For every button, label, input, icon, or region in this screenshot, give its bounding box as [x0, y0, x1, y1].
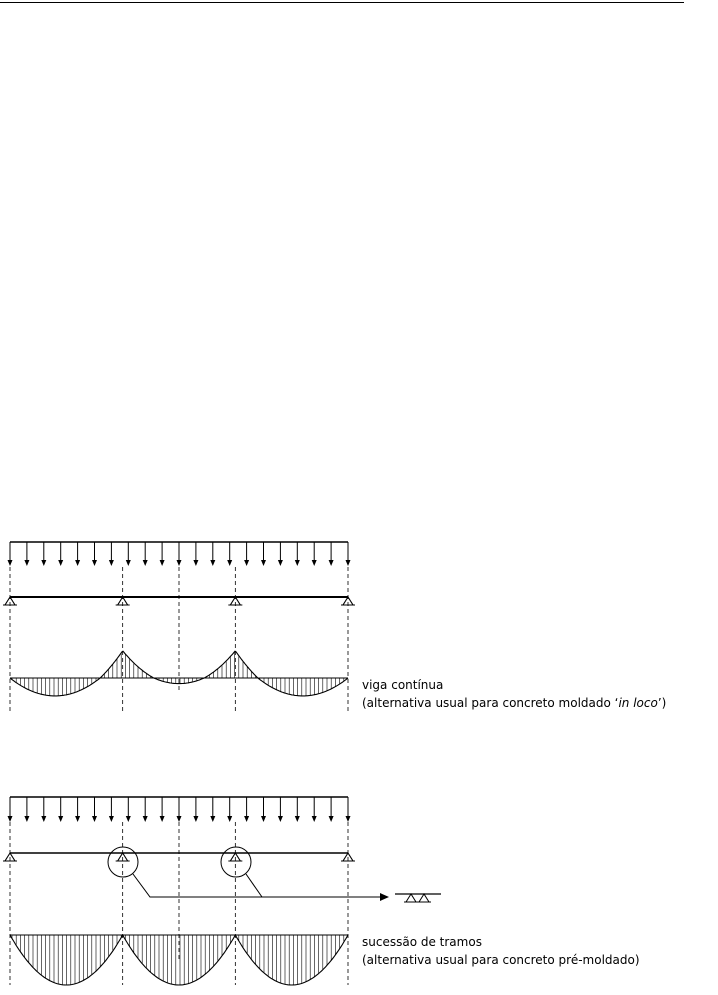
- caption-title: sucessão de tramos: [362, 935, 482, 949]
- load-arrowhead-icon: [193, 816, 198, 822]
- load-arrowhead-icon: [193, 560, 198, 566]
- load-arrowhead-icon: [244, 560, 249, 566]
- caption-note: (alternativa usual para concreto pré-moldado): [362, 953, 640, 967]
- load-arrowhead-icon: [261, 816, 266, 822]
- load-arrowhead-icon: [92, 560, 97, 566]
- load-arrowhead-icon: [8, 816, 13, 822]
- load-arrowhead-icon: [312, 560, 317, 566]
- load-arrowhead-icon: [227, 816, 232, 822]
- leader-arrow-icon: [380, 893, 389, 901]
- load-arrowhead-icon: [295, 816, 300, 822]
- load-arrowhead-icon: [92, 816, 97, 822]
- load-arrowhead-icon: [126, 560, 131, 566]
- leader-line: [246, 874, 262, 897]
- load-arrowhead-icon: [227, 560, 232, 566]
- load-arrowhead-icon: [58, 560, 63, 566]
- leader-line: [133, 874, 382, 897]
- load-arrowhead-icon: [109, 560, 114, 566]
- load-arrowhead-icon: [244, 816, 249, 822]
- load-arrowhead-icon: [41, 816, 46, 822]
- load-arrowhead-icon: [109, 816, 114, 822]
- load-arrowhead-icon: [41, 560, 46, 566]
- load-arrowhead-icon: [75, 560, 80, 566]
- load-arrowhead-icon: [58, 816, 63, 822]
- load-arrowhead-icon: [329, 560, 334, 566]
- simple-spans-figure: [3, 797, 640, 985]
- load-arrowhead-icon: [346, 560, 351, 566]
- dashed-guides: [10, 815, 348, 985]
- load-arrowhead-icon: [24, 560, 29, 566]
- load-arrowhead-icon: [143, 816, 148, 822]
- load-arrowhead-icon: [312, 816, 317, 822]
- load-arrowhead-icon: [75, 816, 80, 822]
- load-arrowhead-icon: [278, 816, 283, 822]
- load-arrowhead-icon: [210, 560, 215, 566]
- load-arrowhead-icon: [261, 560, 266, 566]
- load-arrowhead-icon: [160, 816, 165, 822]
- detail-circle: [221, 847, 251, 877]
- load-arrowhead-icon: [126, 816, 131, 822]
- load-arrowhead-icon: [8, 560, 13, 566]
- load-arrowhead-icon: [295, 560, 300, 566]
- joint-detail-icon: [395, 894, 441, 902]
- load-arrowhead-icon: [160, 560, 165, 566]
- dashed-guides: [10, 560, 348, 712]
- load-arrowhead-icon: [210, 816, 215, 822]
- load-arrowhead-icon: [346, 816, 351, 822]
- load-arrowhead-icon: [143, 560, 148, 566]
- continuous-beam-figure: [3, 542, 666, 712]
- load-arrowhead-icon: [329, 816, 334, 822]
- caption-note: (alternativa usual para concreto moldado ‘in loco’): [362, 696, 667, 710]
- load-arrowhead-icon: [278, 560, 283, 566]
- caption-title: viga contínua: [362, 678, 444, 692]
- load-arrowhead-icon: [24, 816, 29, 822]
